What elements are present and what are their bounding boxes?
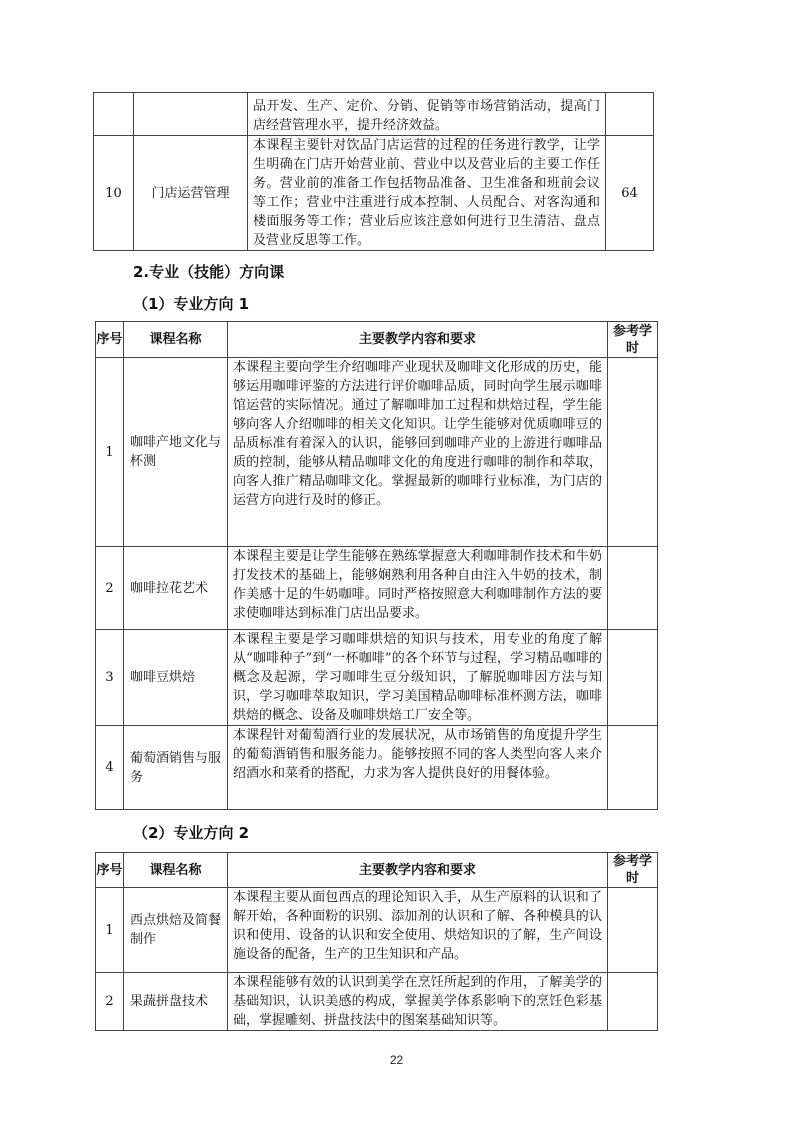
table-row (96, 630, 658, 726)
seq-cell: 1 (96, 888, 124, 973)
hours-cell (608, 888, 658, 973)
table-header-row (96, 853, 658, 888)
seq-cell: 1 (96, 358, 124, 547)
header-hours: 参考学时 (608, 853, 658, 888)
table-row (96, 973, 658, 1031)
header-name: 课程名称 (124, 853, 228, 888)
course-content-cell: 本课程针对葡萄酒行业的发展状况，从市场销售的角度提升学生的葡萄酒销售和服务能力。能够按照不同的客人类型向客人来介绍酒水和菜肴的搭配，力求为客人提供良好的用餐体验。 (228, 726, 608, 810)
header-seq: 序号 (96, 322, 124, 358)
section-heading: 2.专业（技能）方向课 (133, 263, 285, 281)
hours-cell (606, 93, 654, 136)
course-content-cell: 本课程主要向学生介绍咖啡产业现状及咖啡文化形成的历史，能够运用咖啡评鉴的方法进行评价咖啡品质，同时向学生展示咖啡馆运营的实际情况。通过了解咖啡加工过程和烘焙过程，学生能够向客人介绍咖啡的相关文化知识。让学生能够对优质咖啡豆的品质标准有着深入的认识，能够回到咖啡产业的上游进行咖啡品质的控制，能够从精品咖啡文化的角度进行咖啡的制作和萃取，向客人推广精品咖啡文化。掌握最新的咖啡行业标准，为门店的运营方向进行及时的修正。 (228, 358, 608, 547)
seq-cell: 3 (96, 630, 124, 726)
course-table-continued (93, 92, 654, 251)
course-content-cell: 本课程主要是学习咖啡烘焙的知识与技术，用专业的角度了解从“咖啡种子”到“一杯咖啡”的各个环节与过程，学习精品咖啡的概念及起源，学习咖啡生豆分级知识，了解脱咖啡因方法与知识，学习咖啡萃取知识，学习美国精品咖啡标准杯测方法，咖啡烘焙的概念、设备及咖啡烘焙工厂安全等。 (228, 630, 608, 726)
course-name-cell (134, 93, 248, 136)
course-content-cell: 本课程主要是让学生能够在熟练掌握意大利咖啡制作技术和牛奶打发技术的基础上，能够娴熟利用各种自由注入牛奶的技术，制作美感十足的牛奶咖啡。同时严格按照意大利咖啡制作方法的要求使咖啡达到标准门店出品要求。 (228, 547, 608, 630)
course-name-cell: 咖啡产地文化与杯测 (124, 358, 228, 547)
hours-cell (608, 547, 658, 630)
hours-cell (608, 358, 658, 547)
header-content: 主要教学内容和要求 (228, 853, 608, 888)
hours-cell (608, 973, 658, 1031)
header-hours: 参考学时 (608, 322, 658, 358)
table-row (96, 358, 658, 547)
seq-cell (94, 93, 134, 136)
header-name: 课程名称 (124, 322, 228, 358)
direction1-heading: （1）专业方向 1 (133, 295, 250, 313)
course-content-cell: 品开发、生产、定价、分销、促销等市场营销活动，提高门店经营管理水平，提升经济效益。 (248, 93, 606, 136)
course-name-cell: 果蔬拼盘技术 (124, 973, 228, 1031)
page-number: 22 (389, 1053, 404, 1067)
direction1-table (95, 321, 658, 810)
course-content-cell: 本课程主要从面包西点的理论知识入手，从生产原料的认识和了解开始，各种面粉的识别、添加剂的认识和了解、各种模具的认识和使用、设备的认识和安全使用、烘焙知识的了解，生产间设施设备的配备，生产的卫生知识和产品。 (228, 888, 608, 973)
course-name-cell: 咖啡豆烘焙 (124, 630, 228, 726)
course-content-cell: 本课程主要针对饮品门店运营的过程的任务进行教学，让学生明确在门店开始营业前、营业中以及营业后的主要工作任务。营业前的准备工作包括物品准备、卫生准备和班前会议等工作；营业中注重进行成本控制、人员配合、对客沟通和楼面服务等工作；营业后应该注意如何进行卫生清洁、盘点及营业反思等工作。 (248, 136, 606, 251)
header-seq: 序号 (96, 853, 124, 888)
hours-cell (608, 726, 658, 810)
course-name-cell: 西点烘焙及简餐制作 (124, 888, 228, 973)
course-content-cell: 本课程能够有效的认识到美学在烹饪所起到的作用，了解美学的基础知识，认识美感的构成，掌握美学体系影响下的烹饪色彩基础，掌握雕刻、拼盘技法中的图案基础知识等。 (228, 973, 608, 1031)
table-row (96, 726, 658, 810)
table-row (96, 888, 658, 973)
table-row (94, 93, 654, 136)
direction2-table (95, 852, 658, 1031)
course-name-cell: 门店运营管理 (134, 136, 248, 251)
table-header-row (96, 322, 658, 358)
seq-cell: 4 (96, 726, 124, 810)
direction2-heading: （2）专业方向 2 (133, 824, 250, 842)
seq-cell: 10 (94, 136, 134, 251)
header-content: 主要教学内容和要求 (228, 322, 608, 358)
seq-cell: 2 (96, 547, 124, 630)
hours-cell (608, 630, 658, 726)
course-name-cell: 咖啡拉花艺术 (124, 547, 228, 630)
table-row (96, 547, 658, 630)
course-name-cell: 葡萄酒销售与服务 (124, 726, 228, 810)
hours-cell: 64 (606, 136, 654, 251)
seq-cell: 2 (96, 973, 124, 1031)
table-row (94, 136, 654, 251)
